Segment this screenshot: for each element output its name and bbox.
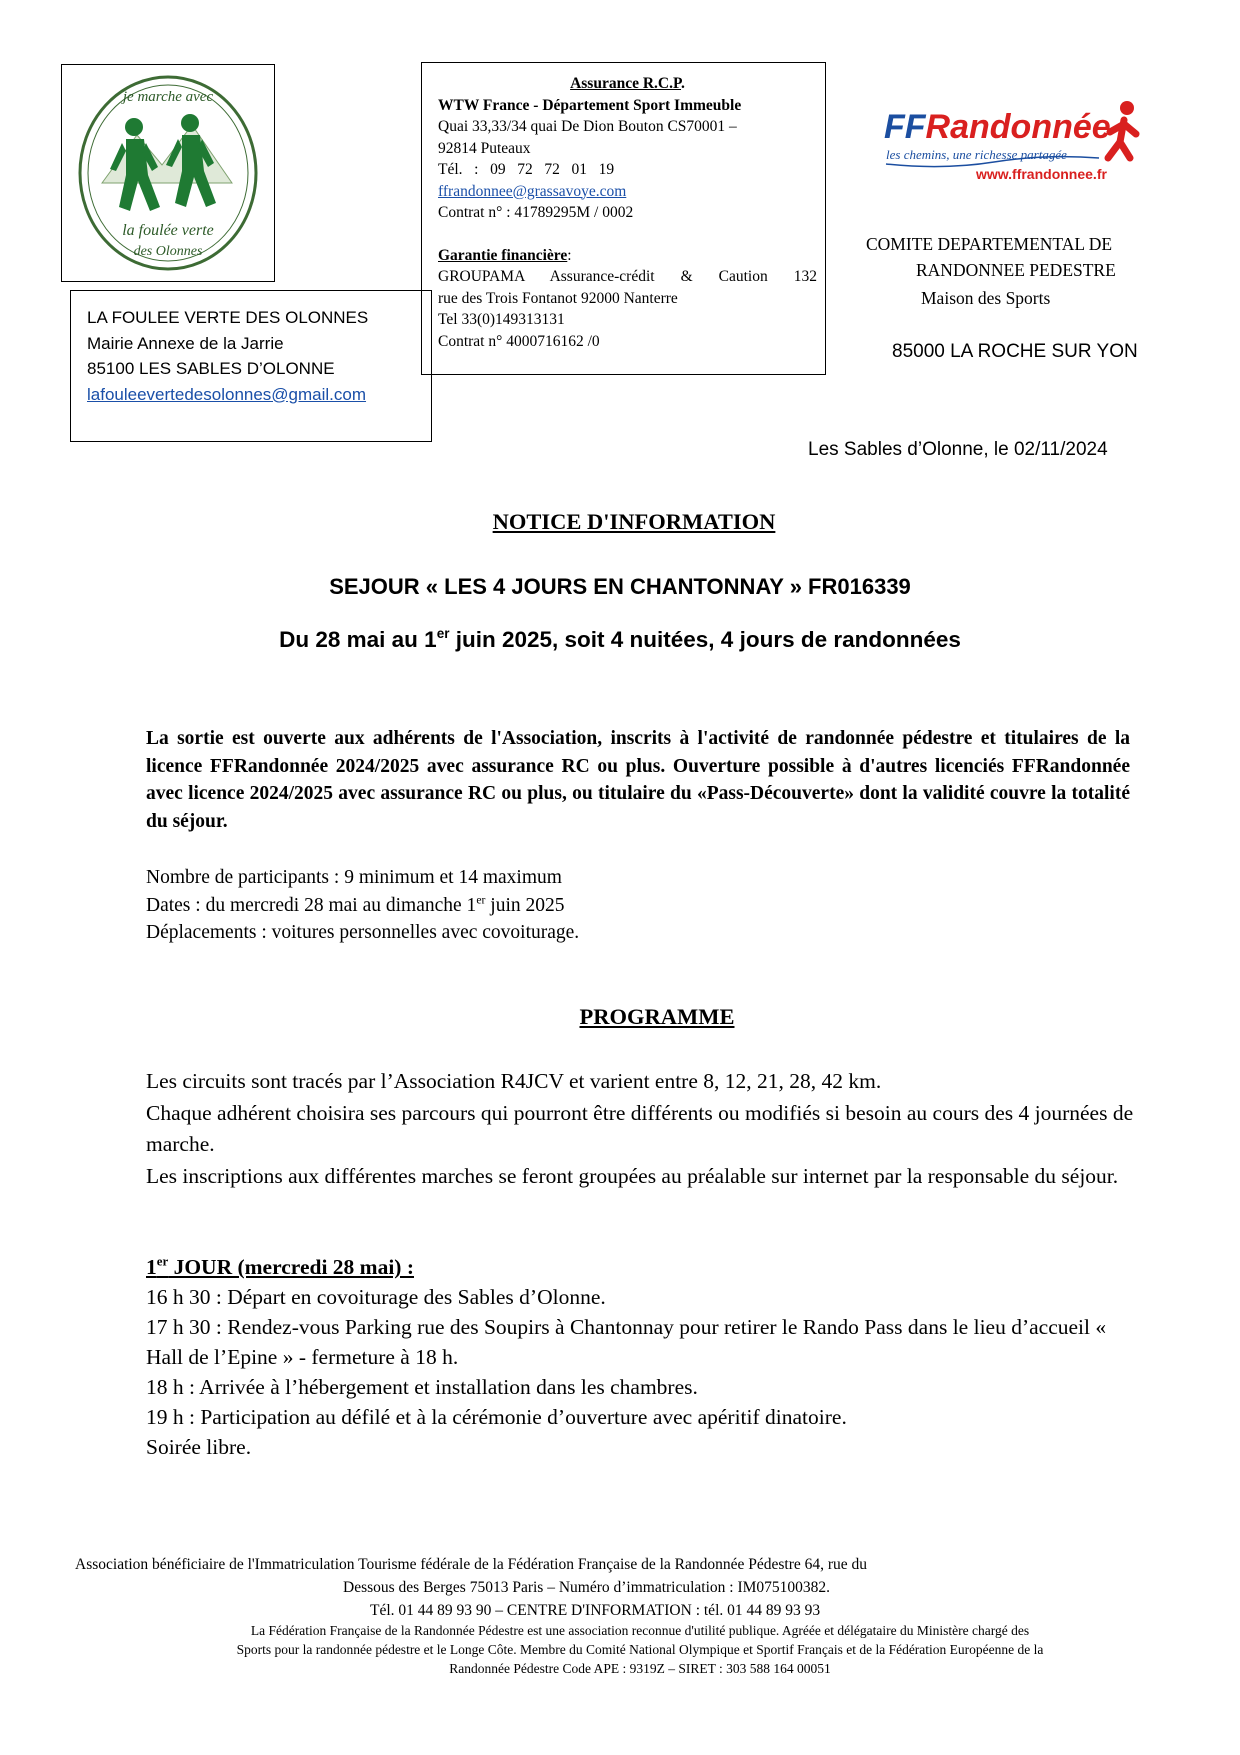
footer-line2: Dessous des Berges 75013 Paris – Numéro d’immatriculation : IM075100382. <box>343 1579 831 1596</box>
guarantee-title: Garantie financière <box>438 246 568 264</box>
page-title: NOTICE D'INFORMATION <box>492 509 776 534</box>
guarantee-title-line <box>438 245 817 267</box>
day1-title <box>146 1252 1136 1282</box>
insurance-address-2: 92814 Puteaux <box>438 139 531 157</box>
committee-address <box>860 231 1150 311</box>
insurance-box <box>421 62 826 375</box>
day1-line1: 16 h 30 : Départ en covoiturage des Sables d’Olonne. <box>146 1285 606 1309</box>
guarantee-colon: : <box>567 246 572 264</box>
day1-section <box>146 1252 1136 1462</box>
logo-bottom-text-2: des Olonnes <box>133 244 203 259</box>
svg-text:FFRandonnée <box>884 108 1111 146</box>
programme-title: PROGRAMME <box>579 1004 735 1029</box>
day1-line2: 17 h 30 : Rendez-vous Parking rue des Soupirs à Chantonnay pour retirer le Rando Pass dans le lieu d’accueil « Hall de l’Epine » - fermeture à 18 h. <box>146 1315 1107 1369</box>
dates-line-a: Dates : du mercredi 28 mai au dimanche 1 <box>146 894 477 916</box>
day1-title-a: 1 <box>146 1255 157 1279</box>
day1-line4: 19 h : Participation au défilé et à la cérémonie d’ouverture avec apéritif dinatoire. <box>146 1405 847 1429</box>
dates-title-a: Du 28 mai au 1 <box>279 627 437 652</box>
day1-title-b: JOUR (mercredi 28 mai) : <box>168 1255 414 1279</box>
footer-small <box>120 1621 1160 1678</box>
sejour-title: SEJOUR « LES 4 JOURS EN CHANTONNAY » FR016339 <box>329 574 911 599</box>
dates-line-sup: er <box>476 892 486 906</box>
letter-date: Les Sables d’Olonne, le 02/11/2024 <box>808 439 1108 460</box>
guarantee-contract: Contrat n° 4000716162 /0 <box>438 332 600 350</box>
programme-p3: Les inscriptions aux différentes marches se feront groupées au préalable sur internet par la responsable du séjour. <box>146 1163 1119 1188</box>
insurance-title-line <box>438 73 817 95</box>
club-address-line2: 85100 LES SABLES D’OLONNE <box>87 359 335 378</box>
footer-line1: Association bénéficiaire de l'Immatriculation Tourisme fédérale de la Fédération Française de la Randonnée Pédestre 64, rue du <box>75 1556 868 1573</box>
participants: Nombre de participants : 9 minimum et 14 maximum <box>146 867 562 888</box>
club-address-line1: Mairie Annexe de la Jarrie <box>87 333 284 353</box>
insurance-title: Assurance R.C.P <box>570 75 682 92</box>
programme-p2: Chaque adhérent choisira ses parcours qui pourront être différents ou modifiés si besoin au cours des 4 journées de marche. <box>146 1100 1134 1156</box>
insurance-address-1: Quai 33,33/34 quai De Dion Bouton CS70001 – <box>438 118 737 135</box>
insurance-company: WTW France - Département Sport Immeuble <box>438 96 742 114</box>
footer-line5: Sports pour la randonnée pédestre et le Longe Côte. Membre du Comité National Olympique et Sportif Français et de la Fédération Européenne de la <box>236 1642 1044 1657</box>
programme-p1: Les circuits sont tracés par l’Association R4JCV et varient entre 8, 12, 21, 28, 42 km. <box>146 1069 882 1093</box>
ffr-brand-rest: Randonnée <box>925 108 1111 146</box>
ffr-url: www.ffrandonnee.fr <box>976 166 1107 182</box>
footer-line4: La Fédération Française de la Randonnée Pédestre est une association reconnue d'utilité publique. Agréée et délégataire du Ministère chargé des <box>250 1623 1030 1638</box>
dates-line <box>146 892 579 920</box>
club-address-box <box>70 290 432 442</box>
dates-title-b: juin 2025, soit 4 nuitées, 4 jours de randonnées <box>449 627 961 652</box>
logo-top-text: je marche avec <box>122 89 214 105</box>
ffr-brand-ff: FF <box>884 108 926 146</box>
club-logo <box>62 65 274 281</box>
insurance-email-link[interactable]: ffrandonnee@grassavoye.com <box>438 182 627 200</box>
committee-line3: Maison des Sports <box>921 288 1051 308</box>
footer-line3: Tél. 01 44 89 93 90 – CENTRE D'INFORMATION : tél. 01 44 89 93 93 <box>370 1602 821 1619</box>
insurance-title-dot: . <box>681 75 685 92</box>
logo-bottom-text-1: la foulée verte <box>122 222 214 239</box>
transport: Déplacements : voitures personnelles avec covoiturage. <box>146 922 580 943</box>
dates-title <box>0 627 1240 653</box>
day1-line5: Soirée libre. <box>146 1435 252 1459</box>
hiker-icon <box>1108 101 1136 158</box>
guarantee-tel: Tel 33(0)149313131 <box>438 311 565 328</box>
committee-line1: COMITE DEPARTEMENTAL DE <box>866 234 1113 254</box>
club-name: LA FOULEE VERTE DES OLONNES <box>87 308 369 327</box>
guarantee-line2: rue des Trois Fontanot 92000 Nanterre <box>438 289 678 307</box>
guarantee-line1: GROUPAMA Assurance-crédit & Caution 132 <box>438 268 817 285</box>
day1-title-sup: er <box>156 1254 169 1269</box>
footer <box>0 1553 1240 1622</box>
day1-line3: 18 h : Arrivée à l’hébergement et installation dans les chambres. <box>146 1375 698 1399</box>
dates-line-b: juin 2025 <box>485 894 565 916</box>
ffrandonnee-logo-svg <box>884 96 1164 186</box>
footer-line6: Randonnée Pédestre Code APE : 9319Z – SIRET : 303 588 164 00051 <box>449 1661 831 1676</box>
insurance-contract: Contrat n° : 41789295M / 0002 <box>438 204 634 221</box>
info-block <box>146 864 579 947</box>
programme-text <box>146 1066 1186 1192</box>
club-email-link[interactable]: lafouleevertedesolonnes@gmail.com <box>87 384 367 404</box>
dates-title-sup: er <box>436 626 450 642</box>
club-logo-frame <box>61 64 275 282</box>
committee-line2: RANDONNEE PEDESTRE <box>916 260 1116 280</box>
ffr-tagline: les chemins, une richesse partagée <box>886 147 1067 162</box>
intro-paragraph: La sortie est ouverte aux adhérents de l'Association, inscrits à l'activité de randonnée pédestre et titulaires de la licence FFRandonnée 2024/2025 avec assurance RC ou plus. Ouverture possible à d'autres licenciés FFRandonnée avec licence 2024/2025 avec assurance RC ou plus, ou titulaire du «Pass-Découverte» dont la validité couvre la totalité du séjour. <box>146 728 1130 832</box>
ffrandonnee-logo <box>884 96 1164 186</box>
committee-city: 85000 LA ROCHE SUR YON <box>892 341 1138 362</box>
insurance-tel: Tél. : 09 72 72 01 19 <box>438 161 615 178</box>
